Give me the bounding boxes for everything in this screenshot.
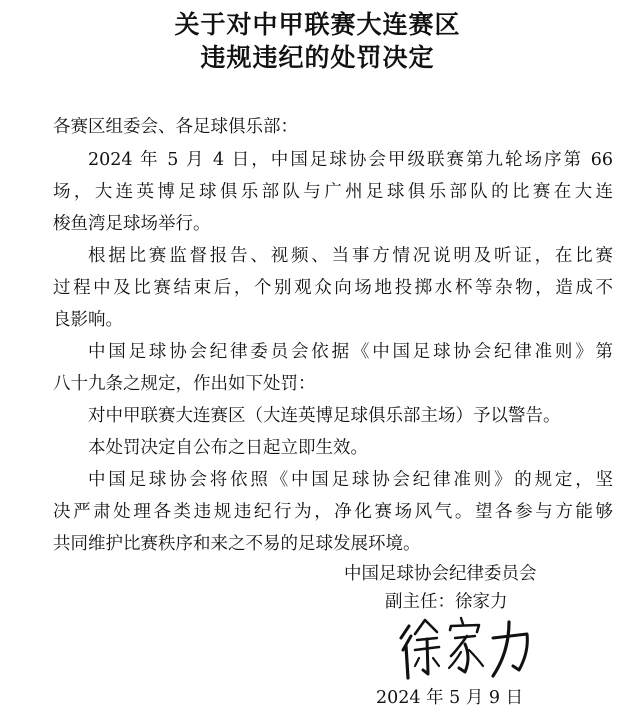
paragraph-1-line-1: 2024 年 5 月 4 日，中国足球协会甲级联赛第九轮场序第 66 bbox=[88, 150, 613, 170]
paragraph-3-line-1: 中国足球协会纪律委员会依据《中国足球协会纪律准则》第 bbox=[88, 342, 613, 362]
document-date: 2024 年 5 月 9 日 bbox=[376, 688, 524, 708]
signer-organization: 中国足球协会纪律委员会 bbox=[344, 564, 537, 584]
paragraph-2-line-1: 根据比赛监督报告、视频、当事方情况说明及听证，在比赛 bbox=[88, 246, 613, 266]
paragraph-1-line-3: 梭鱼湾足球场举行。 bbox=[53, 214, 211, 234]
paragraph-6-line-1: 中国足球协会将依照《中国足球协会纪律准则》的规定，坚 bbox=[88, 470, 613, 490]
paragraph-1-line-2: 场，大连英博足球俱乐部队与广州足球俱乐部队的比赛在大连 bbox=[53, 182, 613, 202]
paragraph-2-line-2: 过程中及比赛结束后，个别观众向场地投掷水杯等杂物，造成不 bbox=[53, 278, 613, 298]
paragraph-3-line-2: 八十九条之规定，作出如下处罚： bbox=[53, 374, 316, 394]
signer-title: 副主任：徐家力 bbox=[385, 592, 508, 612]
salutation: 各赛区组委会、各足球俱乐部： bbox=[53, 117, 298, 137]
paragraph-6-line-2: 决严肃处理各类违规违纪行为，净化赛场风气。望各参与方能够 bbox=[53, 502, 613, 522]
document-title-line-2: 违规违纪的处罚决定 bbox=[200, 43, 435, 72]
paragraph-2-line-3: 良影响。 bbox=[53, 310, 123, 330]
handwritten-signature bbox=[395, 612, 535, 684]
document-title-line-1: 关于对中甲联赛大连赛区 bbox=[174, 10, 461, 39]
paragraph-4-line-1: 对中甲联赛大连赛区（大连英博足球俱乐部主场）予以警告。 bbox=[88, 406, 561, 426]
paragraph-6-line-3: 共同维护比赛秩序和来之不易的足球发展环境。 bbox=[53, 534, 421, 554]
paragraph-5-line-1: 本处罚决定自公布之日起立即生效。 bbox=[88, 438, 368, 458]
